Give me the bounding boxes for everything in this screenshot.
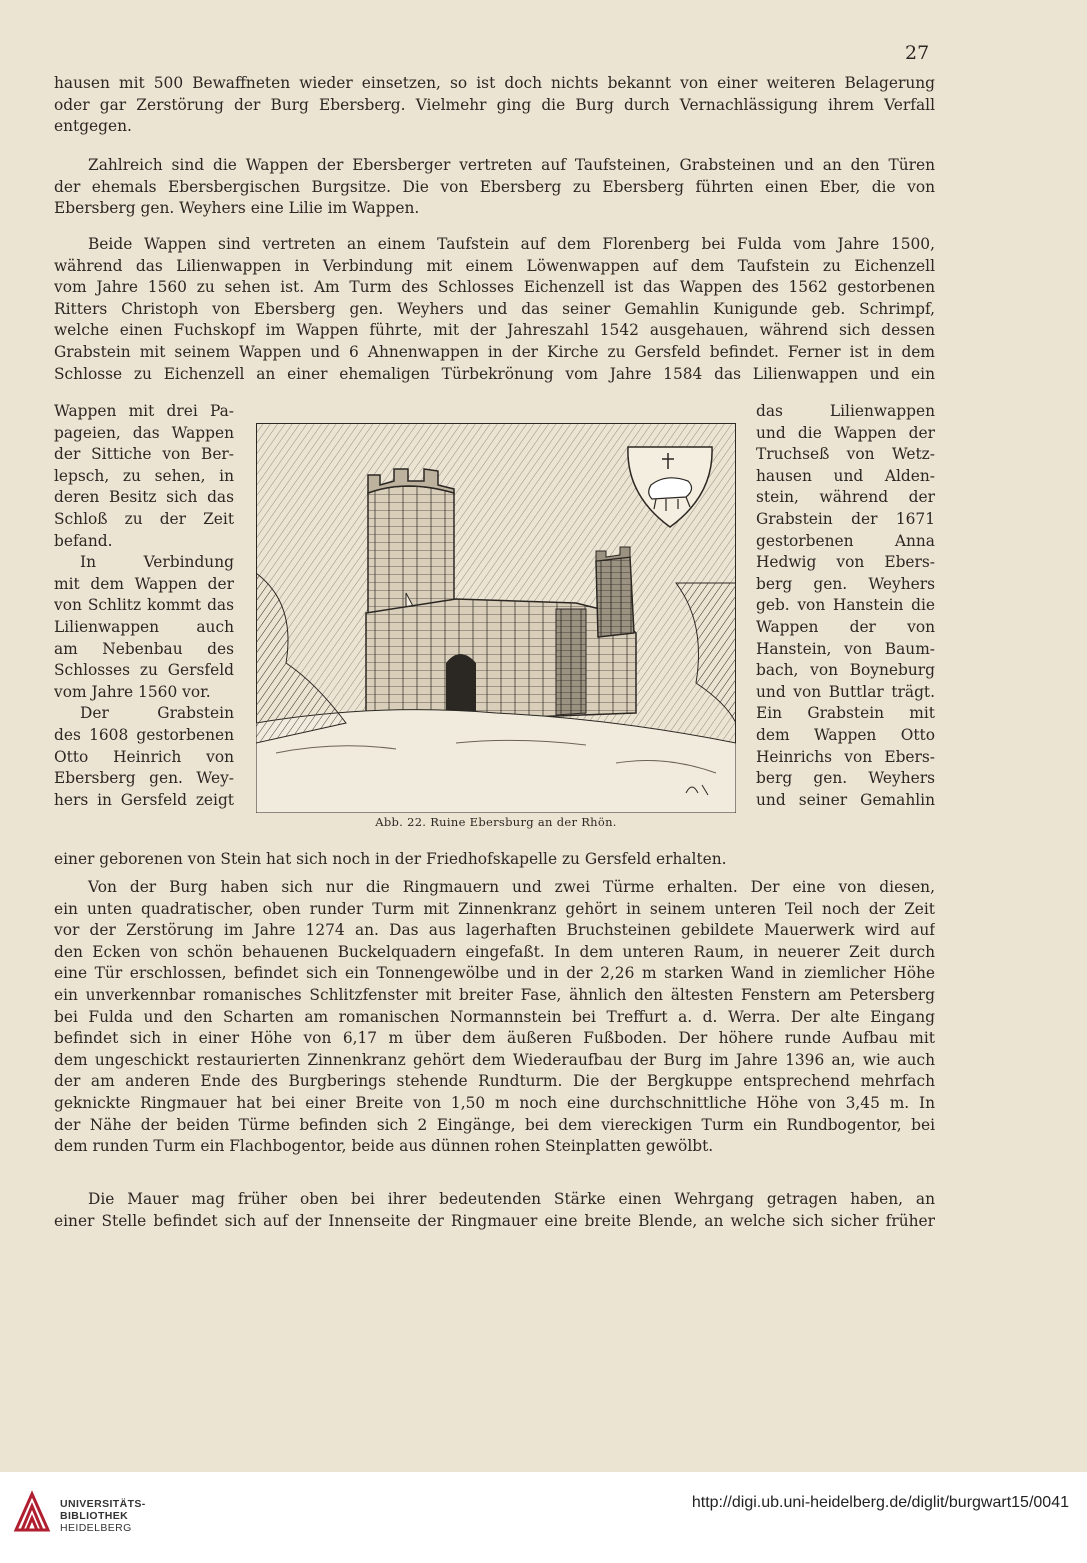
text-line: während das Lilienwappen in Verbindung mit einem Löwenwappen auf dem Taufstein zu Eichenzell [54,256,935,275]
text-line: Otto Heinrich von [54,747,234,766]
text-line: bei Fulda und den Scharten am romanischen Normannstein bei Treffurt a. d. Werra. Der alte Eingang [54,1007,935,1026]
left-column [54,401,234,811]
text-line: und von Buttlar trägt. [756,682,935,701]
text-line: vom Jahre 1560 vor. [54,682,211,701]
text-line: und die Wappen der [756,423,935,442]
text-line: berg gen. Weyhers [756,769,935,788]
text-line: Ebersberg gen. Weyhers eine Lilie im Wappen. [54,199,420,218]
library-name [60,1498,146,1534]
text-line: Grabstein mit seinem Wappen und 6 Ahnenwappen in der Kirche zu Gersfeld befindet. Ferner ist in dem [54,342,935,361]
text-line: lepsch, zu sehen, in [54,466,234,485]
text-line: ein unten quadratischer, oben runder Turm mit Zinnenkranz gehört in seinem unteren Teil noch der Zeit [54,899,935,918]
text-line: Ein Grabstein mit [756,704,935,723]
text-line: gestorbenen Anna [756,531,935,550]
library-name-line: BIBLIOTHEK [60,1510,129,1522]
text-line: entgegen. [54,117,132,136]
text-line: befand. [54,531,113,550]
figure-caption: Abb. 22. Ruine Ebersburg an der Rhön. [375,815,617,829]
text-line: das Lilienwappen [756,402,935,420]
text-line: geknickte Ringmauer hat bei einer Breite von 1,50 m noch eine durchschnittliche Höhe von 3,45 m. In [54,1093,935,1112]
text-line: bach, von Boyneburg [756,661,935,680]
paragraph-3-end [54,849,935,871]
text-line: Schlosse zu Eichenzell an einer ehemaligen Türbekrönung vom Jahre 1584 das Lilienwappen und ein [54,364,935,383]
text-line: eine Tür erschlossen, befindet sich ein Tonnengewölbe und in der 2,26 m starken Wand in ziemlicher Höhe [54,964,935,983]
text-line: einer geborenen von Stein hat sich noch in der Friedhofskapelle zu Gersfeld erhalten. [54,850,727,868]
text-line: am Nebenbau des [54,639,234,658]
text-line: ein unverkennbar romanisches Schlitzfenster mit breiter Fase, ähnlich den ältesten Fenstern am Petersberg [54,985,935,1004]
text-line: Grabstein der 1671 [756,509,935,528]
text-line: vor der Zerstörung im Jahre 1274 an. Das aus lagerhaften Bruchsteinen gebildete Mauerwerk wird auf [54,921,935,940]
text-line: der ehemals Ebersbergischen Burgsitze. Die von Ebersberg zu Ebersberg führten einen Eber, die von [54,177,935,196]
text-line: Truchseß von Wetz- [756,445,935,464]
library-name-line: HEIDELBERG [60,1522,132,1534]
paragraph-2 [54,155,935,220]
text-line: Die Mauer mag früher oben bei ihrer bedeutenden Stärke einen Wehrgang getragen haben, an [88,1190,935,1208]
text-line: vom Jahre 1560 zu sehen ist. Am Turm des Schlosses Eichenzell ist das Wappen des 1562 gestorbenen [54,278,935,297]
paragraph-1 [54,73,935,138]
text-line: Lilienwappen auch [54,617,234,636]
text-line: mit dem Wappen der [54,574,234,593]
text-line: Hedwig von Ebers- [756,553,935,572]
castle-ruin-illustration [256,423,736,820]
text-line: den Ecken von schön behauenen Buckelquadern eingefaßt. In dem unteren Raum, in neuerer Zeit durch [54,942,935,961]
text-line: Beide Wappen sind vertreten an einem Taufstein auf dem Florenberg bei Fulda vom Jahre 1500, [88,235,935,253]
text-line: der am anderen Ende des Burgberings stehende Rundturm. Die der Bergkuppe entsprechend mehrfach [54,1072,935,1091]
library-name-line: UNIVERSITÄTS- [60,1498,146,1510]
paragraph-3 [54,234,935,385]
text-line: Zahlreich sind die Wappen der Ebersberger vertreten auf Taufsteinen, Grabsteinen und an den Türen [88,156,935,174]
text-line: Wappen der von [756,617,935,636]
text-line: und seiner Gemahlin [756,790,935,809]
text-line: stein, während der [756,488,935,507]
text-line: Hanstein, von Baum- [756,639,935,658]
text-line: dem Wappen Otto [756,725,935,744]
text-line: deren Besitz sich das [54,488,234,507]
text-line: dem runden Turm ein Flachbogentor, beide aus dünnen rohen Steinplatten gewölbt. [54,1137,714,1156]
paragraph-4 [54,877,935,1158]
university-library-logo-icon [12,1490,52,1534]
text-line: des 1608 gestorbenen [54,725,234,744]
text-line: der Nähe der beiden Türme befinden sich 2 Eingänge, bei dem viereckigen Turm ein Rundbogentor, bei [54,1115,935,1134]
text-line: Heinrichs von Ebers- [756,747,935,766]
page-number: 27 [905,42,930,64]
text-line: pageien, das Wappen [54,423,234,442]
text-line: hausen und Alden- [756,466,935,485]
text-line: Ebersberg gen. Wey- [54,769,234,788]
text-line: Schloß zu der Zeit [54,509,234,528]
text-line: geb. von Hanstein die [756,596,935,615]
paragraph-5 [54,1189,935,1232]
right-column [756,401,935,811]
text-line: von Schlitz kommt das [54,596,234,615]
text-line: befindet sich in einer Höhe von 6,17 m über dem äußeren Fußboden. Der höhere runde Aufbau mit [54,1029,935,1048]
castle-ruin-drawing [256,423,736,813]
text-line: einer Stelle befindet sich auf der Innenseite der Ringmauer eine breite Blende, an welche sich sicher früher [54,1211,935,1230]
digitization-footer [0,1472,1087,1563]
text-line: Ritters Christoph von Ebersberg gen. Weyhers und das seiner Gemahlin Kunigunde geb. Schrimpf, [54,299,935,318]
text-line: hausen mit 500 Bewaffneten wieder einsetzen, so ist doch nichts bekannt von einer weiteren Belagerung [54,74,935,92]
text-line: welche einen Fuchskopf im Wappen führte, mit der Jahreszahl 1542 ausgehauen, während sich dessen [54,321,935,340]
text-line: der Sittiche von Ber- [54,445,234,464]
text-line: In Verbindung [80,553,234,572]
text-line: Von der Burg haben sich nur die Ringmauern und zwei Türme erhalten. Der eine von diesen, [88,878,935,896]
text-line: hers in Gersfeld zeigt [54,790,234,809]
text-line: oder gar Zerstörung der Burg Ebersberg. Vielmehr ging die Burg durch Vernachlässigung ihrem Verfall [54,95,935,114]
text-line: berg gen. Weyhers [756,574,935,593]
text-line: Wappen mit drei Pa- [54,402,234,420]
text-line: dem ungeschickt restaurierten Zinnenkranz gehört dem Wiederaufbau der Burg im Jahre 1396 an, wie auch [54,1050,935,1069]
source-url-link[interactable]: http://digi.ub.uni-heidelberg.de/diglit/burgwart15/0041 [691,1494,1069,1511]
text-line: Der Grabstein [80,704,234,723]
text-line: Schlosses zu Gersfeld [54,661,234,680]
